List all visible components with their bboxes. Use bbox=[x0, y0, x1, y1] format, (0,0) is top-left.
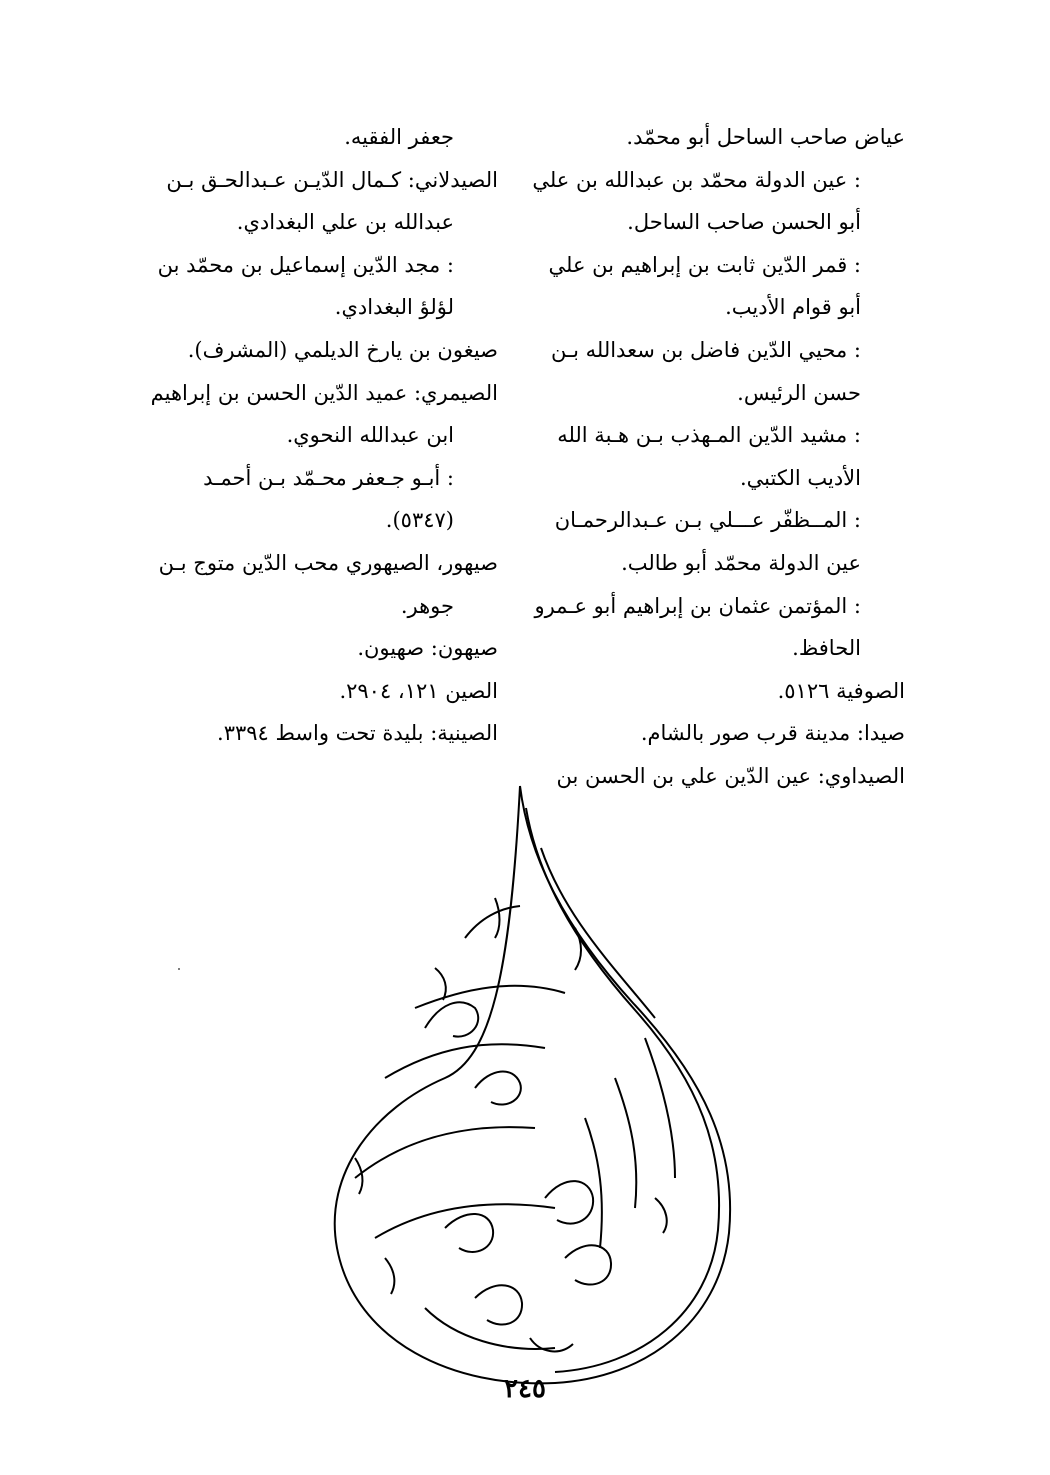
text-line: ابن عبدالله النحوي. bbox=[286, 423, 454, 448]
text-line: صيهون: صهيون. bbox=[357, 636, 498, 661]
text-line: الصينية: بليدة تحت واسط ٣٣٩٤. bbox=[217, 721, 498, 746]
text-line: صيهور، الصيهوري محب الدّين متوج بـن bbox=[158, 550, 498, 575]
text-line: لؤلؤ البغدادي. bbox=[334, 295, 454, 320]
text-line: : المــظفّر عـــلي بـن عـبدالرحمـان bbox=[554, 508, 861, 533]
text-line: : أبـو جـعفر محـمّد بـن أحمـد bbox=[203, 465, 454, 490]
text-line: عياض صاحب الساحل أبو محمّد. bbox=[626, 125, 905, 149]
text-line: (٥٣٤٧). bbox=[385, 508, 454, 533]
left-column bbox=[138, 116, 498, 755]
text-line: : محيي الدّين فاضل بن سعدالله بـن bbox=[550, 337, 861, 362]
text-line: الصوفية ٥١٢٦. bbox=[777, 678, 905, 703]
text-line: صيدا: مدينة قرب صور بالشام. bbox=[640, 721, 905, 746]
text-line: الصيمري: عميد الدّين الحسن بن إبراهيم bbox=[150, 380, 498, 405]
text-line: الأديب الكتبي. bbox=[740, 465, 861, 490]
text-line: الحافظ. bbox=[792, 636, 861, 661]
text-line: حسن الرئيس. bbox=[737, 380, 861, 405]
right-column bbox=[532, 116, 905, 798]
text-line: جعفر الفقيه. bbox=[344, 125, 454, 149]
text-line: : مشيد الدّين المـهذب بـن هـبة الله bbox=[557, 423, 861, 448]
calligraphy-ornament bbox=[315, 778, 755, 1388]
text-line: : المؤتمن عثمان بن إبراهيم أبو عـمرو bbox=[534, 593, 861, 618]
text-line: عين الدولة محمّد أبو طالب. bbox=[621, 550, 861, 575]
text-line: الصيدلاني: كـمال الدّيـن عـبدالحـق بـن bbox=[166, 167, 498, 192]
text-line: أبو قوام الأديب. bbox=[725, 295, 861, 320]
text-line: صيغون بن يارخ الديلمي (المشرف). bbox=[187, 337, 498, 362]
text-line: الصين ١٢١، ٢٩٠٤. bbox=[339, 678, 498, 703]
text-line: الصيداوي: عين الدّين علي بن الحسن بن bbox=[556, 763, 905, 788]
page-number: ٢٤٥ bbox=[504, 1374, 546, 1404]
text-line: : مجد الدّين إسماعيل بن محمّد بن bbox=[157, 252, 454, 277]
text-line: : عين الدولة محمّد بن عبدالله بن علي bbox=[532, 167, 861, 192]
text-line: عبدالله بن علي البغدادي. bbox=[236, 210, 454, 235]
text-line: جوهر. bbox=[400, 593, 454, 618]
text-line: أبو الحسن صاحب الساحل. bbox=[627, 210, 861, 235]
ink-speck bbox=[178, 968, 180, 970]
text-line: : قمر الدّين ثابت بن إبراهيم بن علي bbox=[548, 252, 861, 277]
